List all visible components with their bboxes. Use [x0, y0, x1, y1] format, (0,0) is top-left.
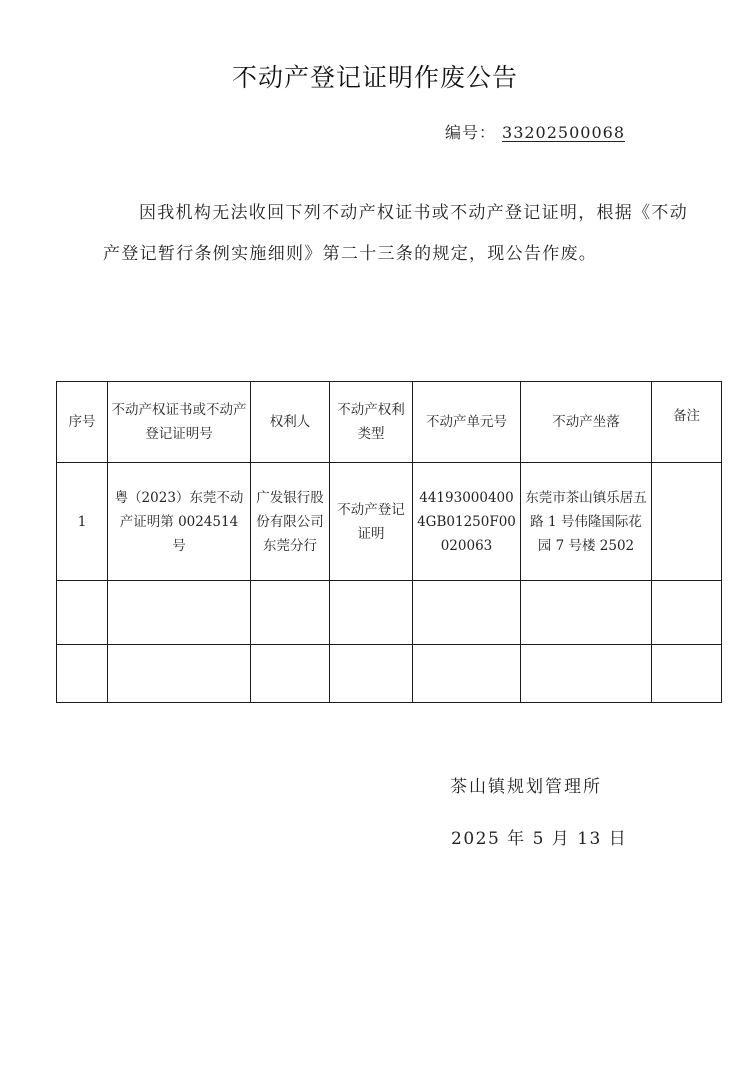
table-row-empty	[57, 645, 722, 703]
cell-location: 东莞市茶山镇乐居五路 1 号伟隆国际花园 7 号楼 2502	[521, 463, 652, 581]
header-cert: 不动产权证书或不动产登记证明号	[108, 382, 251, 463]
issuer-name: 茶山镇规划管理所	[450, 777, 602, 797]
cell-seq: 1	[57, 463, 108, 581]
table-header-row	[57, 382, 722, 463]
announcement-body	[103, 193, 688, 275]
cancellation-table	[56, 381, 722, 703]
header-seq: 序号	[57, 382, 108, 463]
cell-cert: 粤（2023）东莞不动产证明第 0024514 号	[108, 463, 251, 581]
cell-unit: 441930004004GB01250F00020063	[413, 463, 521, 581]
header-holder: 权利人	[251, 382, 330, 463]
header-type: 不动产权利类型	[330, 382, 413, 463]
header-unit: 不动产单元号	[413, 382, 521, 463]
cell-type: 不动产登记证明	[330, 463, 413, 581]
header-location: 不动产坐落	[521, 382, 652, 463]
document-number	[445, 120, 625, 143]
document-number-value: 33202500068	[502, 123, 625, 142]
table-row	[57, 463, 722, 581]
header-remark: 备注	[652, 382, 722, 463]
cell-holder: 广发银行股份有限公司东莞分行	[251, 463, 330, 581]
issue-date: 2025 年 5 月 13 日	[451, 829, 628, 849]
table-row-empty	[57, 581, 722, 645]
page-title: 不动产登记证明作废公告	[231, 63, 518, 92]
document-number-label: 编号：	[445, 123, 497, 142]
cell-remark	[652, 463, 722, 581]
announcement-text: 因我机构无法收回下列不动产权证书或不动产登记证明，根据《不动产登记暂行条例实施细则》第二十三条的规定，现公告作废。	[103, 203, 688, 264]
